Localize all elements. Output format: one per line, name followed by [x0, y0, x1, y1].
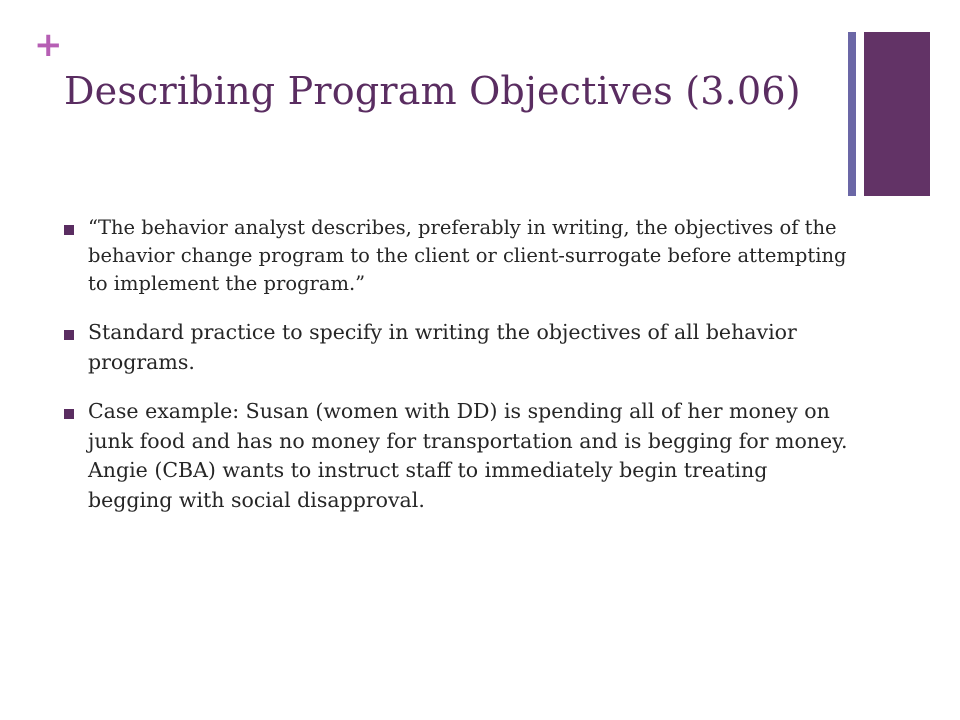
accent-bar-wide [864, 32, 930, 196]
plus-icon: + [34, 25, 63, 65]
bullet-text: Case example: Susan (women with DD) is spending all of her money on junk food and has no money for transportation and is begging for money. Angie (CBA) wants to instruct staff to immediately begin treating begging with social disapproval. [88, 399, 848, 512]
list-item [64, 318, 854, 377]
list-item [64, 397, 854, 515]
list-item [64, 214, 854, 298]
square-bullet-icon [64, 330, 74, 340]
square-bullet-icon [64, 225, 74, 235]
bullet-text: “The behavior analyst describes, preferably in writing, the objectives of the behavior change program to the client or client-surrogate before attempting to implement the program.” [88, 216, 847, 295]
square-bullet-icon [64, 409, 74, 419]
slide-title: Describing Program Objectives (3.06) [64, 69, 801, 113]
bullet-list [64, 214, 854, 535]
bullet-text: Standard practice to specify in writing the objectives of all behavior programs. [88, 320, 797, 374]
accent-bar-thin [848, 32, 856, 196]
